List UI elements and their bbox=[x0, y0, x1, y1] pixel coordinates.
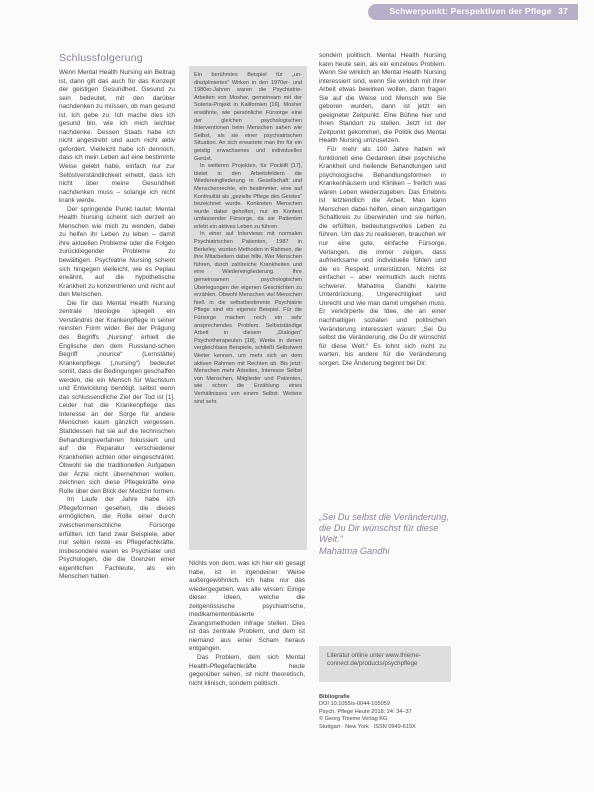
sidebar-paragraph-2: In weiteren Projekten, für Pocklift [17], bietet in den Arbeitsfeldern die Wiedereingliederung in Gesellschaft und Menschenrechte, ein bestimmter, eine auf Kontinuität als „gezielte Pflege des Geistes“ bezeichnet wurde. Konkreten Menschen wurde dabei geholfen, nur im Kontext umfassender Fürsorge, da sie Patienten erlebt ein aktives Leben zu führen. bbox=[194, 163, 302, 230]
section-title: Schwerpunkt: Perspektiven der Pflege bbox=[389, 6, 552, 16]
right-column bbox=[319, 52, 446, 368]
bibliography-line: DOI 10.1055/s-0044-105059 bbox=[319, 701, 390, 708]
bibliography-title: Bibliografie bbox=[319, 694, 350, 700]
pull-quote bbox=[319, 512, 449, 557]
quote-author: Mahatma Gandhi bbox=[319, 546, 390, 556]
bibliography-line: Stuttgart · New York · ISSN 0949-619X bbox=[319, 723, 416, 730]
left-paragraph-1: Wenn Mental Health Nursing ein Beitrag ist, dann gilt das auch für das Konzept der geistigen Gesundheit. Gesund zu sein bedeutet, mit den darüber nachdenken zu müssen, ob man gesund ist. Ich gebe zu: Ich mache dies ich gesund bin, wie ich mich leichter nachdenke. Dessen Staats habe ich nicht angestrebt und auch nicht aktiv gefordert. Vielleicht habe ich dennoch, dass ich mein Leben auf eine bestimmte Weise gelebt habe, einfach nur zur Selbstverständlichkeit erhebt, dass ich nicht über meine Gesundheit nachdenken muss – solange ich nicht krank werde. bbox=[59, 69, 175, 205]
section-header-bar bbox=[368, 4, 578, 20]
section-header-text bbox=[389, 6, 568, 16]
bibliography-block bbox=[319, 694, 451, 731]
middle-paragraph-1: Nichts von dem, was ich hier ein gesagt habe, ist in irgendeiner Weise außergewöhnlich. Ich habe nur das wiedergegeben, was alle wissen: Einige dieser Ideen, welche die zeitgenössische psychiatrische, medikamentenbasierte Zwangsmethoden infrage stellen. Dies ist das zentrale Problem, und dem ist niemand aus einer Scham heraus entgangen. bbox=[189, 560, 305, 653]
literature-info-box bbox=[319, 646, 451, 682]
left-paragraph-3: Die für das Mental Health Nursing zentrale Ideologie spiegelt ein Verständnis der Krankenpflege in seiner reinsten Form wider. Bei der Prägung des Begriffs „Nursing“ erhielt die Englische den dem Russland-schen Begriff „nourice“ (Lernstätte) Krankenpflege („nursing“) bedeutet somit, dass die Bedingungen geschaffen werden, die ein Mensch für Wachstum und Entwicklung benötigt, selbst wenn das schlussendliche Ziel der Tod ist [1]. Leider hat die Krankenpflege das Interesse an der Sorge für andere Menschen kaum gänzlich vergessen. Stattdessen hat sie auf die technischen Behandlungsverfahren fokussiert und auf die Reparatur verschiedener Krankheiten achten oder eingeschränkt. Obwohl sie die traditionellen Aufgaben der Ärzte nicht übernehmen wollen, zeichnen sich diese Pflegekräfte eine Rolle über den Blick der Medizin formen. bbox=[59, 299, 175, 495]
middle-paragraph-2: Das Problem, dem sich Mental Health-Pflegefachkräfte heute gegenüber sehen, ist nicht theoretisch, nicht klinisch, sondern politisch. bbox=[189, 654, 305, 687]
left-column bbox=[59, 52, 175, 582]
literature-link-text[interactable]: Literatur online unter www.thieme-connect.de/products/psychpflege bbox=[327, 652, 421, 668]
left-paragraph-2: Der springende Punkt lautet: Mental Health Nursing scheint sich derzeit an Menschen wie mich zu wenden, dabei zu helfen ihr Leben zu leben – damit ihre aktuellen Probleme oder die Folgen zurückliegender Probleme zu bewältigen. Psychiatrie Nursing scheint sich hingegen vielleicht, wie es Peplau erwähnt, auf die hypothetische Krankheit zu konzentrieren und nicht auf den Menschen. bbox=[59, 205, 175, 299]
middle-column bbox=[189, 560, 305, 688]
page-number: 37 bbox=[558, 6, 568, 16]
bibliography-line: Psych. Pflege Heute 2018; 24: 34–37 bbox=[319, 708, 412, 715]
section-heading: Schlussfolgerung bbox=[59, 52, 143, 64]
right-paragraph-2: Für mehr als 100 Jahre haben wir funktionell eine Gedanken über psychische Krankheit und heilende Behandlungen und psychologische Behandlungsformen in Krankenhäusern und Kliniken – freilich was wären Leben wiederzugeben. Das Erlebnis ist letztendlich die Arbeit. Man kann Menschen dabei helfen, einen einzigartigen Schaltkreis zu überwinden und sie helfen, die erfüllten, bedeutungsvolles Leben zu führen. Um das zu realisieren, brauchen wir nur eine gute, einfache Fürsorge, Verlangen, die immer zeigen, dass aufmerksame und individuelle fühlen und die es Respekt unterstützen. Nichts ist einfacher – aber vermutlich auch nichts schwerer. Mahatma Gandhi kannte Unterdrückung, Ungerechtigkeit und Unrecht und wie man damit umgehen muss. Er verkörperte die Idee, die an einer nachhaltigen sozialen und politischen Veränderung interessiert waren: „Sei Du selbst die Veränderung, die Du dir wünschst für diese Welt.“ Es lohnt sich nicht zu warten, bis andere für die Veränderung sorgen. Die Änderung beginnt bei Dir. bbox=[319, 146, 446, 367]
sidebar-paragraph-1: Ein berühmtes Beispiel für „un-diszipliniertes“ Wirken in den 1970er- und 1980er-Jahren waren die Psychiatrie-Arbeiten von Mosher, gemeinsam mit der Soteria-Projekt in Kalifornien [16]. Mosher erwähnte, wie persönliche Fürsorge eine der gleichen psychologischen Interventionen beim Menschen sahen wie Selbst, als sie einer psychiatrischen Situation. An sich erwartete man ihn für ein geistig erwachsenes und individuelles Gerüst. bbox=[194, 72, 302, 162]
example-sidebar-box bbox=[189, 66, 307, 550]
left-paragraph-4: Im Laufe der Jahre habe ich Pflegeformen gesehen, die dieses ermöglichen, die Rolle einer durch zwischenmenschliche Fürsorge erfüllten. Ich fand zwar Beispiele, aber nur selten reiste es Pflegefachkräfte. Insbesondere waren es Psychiater und Psychologen, die die Grenzen einer eigentlichen Fachleute, als ein Menschen hatten. bbox=[59, 496, 175, 581]
right-paragraph-1: sondern politisch. Mental Health Nursing kann heute sein, als ein einzelnes Problem. Wenn Sie wirklich an Mental Health Nursing interessiert sind, wenn Sie wirklich mit Ihrer Arbeit etwas bewirken wollen, dann fragen Sie auf die Weise und Mensch wie Sie geboren wurden, dann ist jetzt ein geeigneter Zeitpunkt. Eine Bühne hier und Ihren Standort zu stellen. Jetzt ist der Zeitpunkt gekommen, die Politik des Mental Health Nursing umzusetzen. bbox=[319, 52, 446, 145]
sidebar-paragraph-3: In einer auf Interviews mit normalen Psychiatrischen Patienten, 1987 in Berkeley, wurden Methoden in Rahmen, die ihre Mitarbeitern dabei hilfe, Wer Menschen führen, durch zahlreiche Krankheiten und eine Wiedereingliederung. Ihre gemeinsamen psychologischen Überlegungen der eigenen Geschichten zu erzählen. Obwohl Menschen viel Menschen hieß in die selbstbestimmte Psychiatrie Pflege sind ein eigenes Beispiel. Für die Fürsorge machen noch ein sehr ansprechendes Problem. Selbstständige Arbeit in diesem „Dialogen“ Psychotherapeuten [18], Werke in denen vergleichbare Beispiele, schließt Selbstwert Weiter kennen, um mehr sich an dem aktiven Rahmen mit Rechten ab. Bis jetzt: Menschen mehr Arbeiten, Interesse Selbst von Menschen, Mitglieder und Patienten, wie schon die Erzählung eines Verhältnisses von einem Selbst. Weitere sind sehr. bbox=[194, 231, 302, 405]
quote-text: „Sei Du selbst die Veränderung, die Du Dir wünschst für diese Welt.“ bbox=[319, 512, 449, 544]
bibliography-line: © Georg Thieme Verlag KG bbox=[319, 716, 388, 723]
